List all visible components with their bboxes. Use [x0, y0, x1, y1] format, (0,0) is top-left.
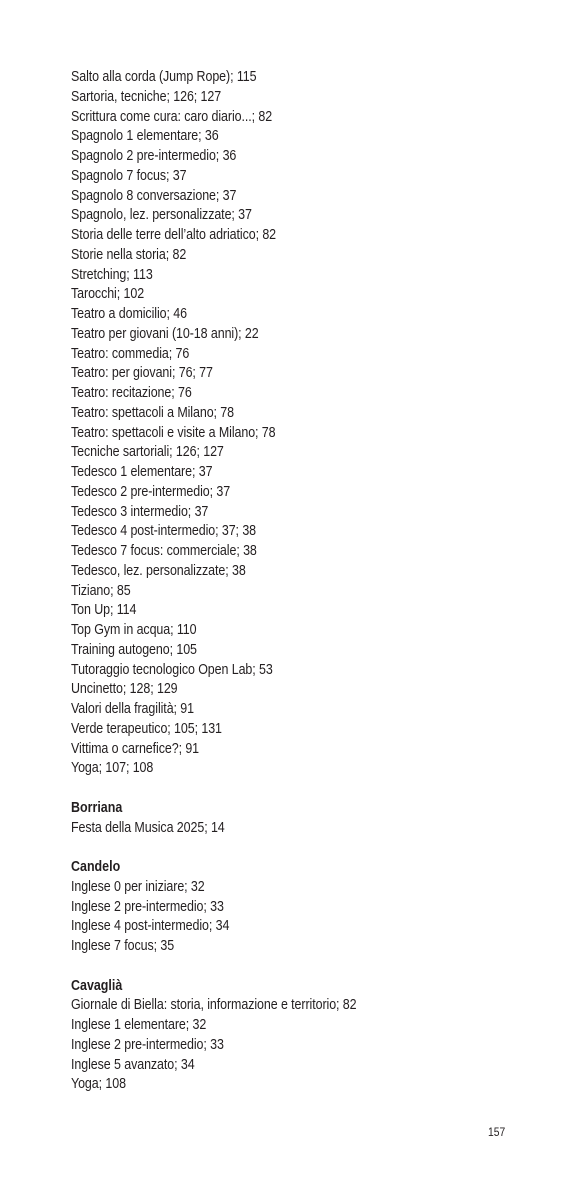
index-sections — [71, 799, 551, 1095]
index-entry: Tutoraggio tecnologico Open Lab; 53 — [71, 661, 273, 678]
index-entry: Valori della fragilità; 91 — [71, 701, 195, 717]
index-entry: Stretching; 113 — [71, 266, 153, 283]
index-entry: Sartoria, tecniche; 126; 127 — [71, 88, 222, 105]
section-heading: Borriana — [71, 799, 123, 816]
section-heading: Candelo — [71, 859, 121, 875]
index-entry: Tecniche sartoriali; 126; 127 — [71, 444, 224, 461]
index-entry: Uncinetto; 128; 129 — [71, 681, 178, 698]
index-entry: Spagnolo 1 elementare; 36 — [71, 128, 219, 145]
index-entry: Inglese 5 avanzato; 34 — [71, 1056, 195, 1073]
index-entry: Scrittura come cura: caro diario...; 82 — [71, 108, 273, 125]
index-entry: Inglese 1 elementare; 32 — [71, 1017, 207, 1033]
page-number: 157 — [488, 1125, 506, 1139]
index-entry: Teatro per giovani (10-18 anni); 22 — [71, 325, 259, 342]
index-entry: Spagnolo, lez. personalizzate; 37 — [71, 207, 252, 224]
index-entry: Inglese 0 per iniziare; 32 — [71, 878, 205, 895]
index-entry: Ton Up; 114 — [71, 602, 137, 619]
index-entry: Teatro: spettacoli a Milano; 78 — [71, 404, 235, 421]
index-entry: Tarocchi; 102 — [71, 286, 145, 303]
index-entry: Festa della Musica 2025; 14 — [71, 819, 225, 836]
index-entry: Spagnolo 7 focus; 37 — [71, 167, 187, 184]
index-entry: Tedesco 2 pre-intermedio; 37 — [71, 483, 231, 500]
index-entry: Tiziano; 85 — [71, 582, 131, 599]
index-entry: Spagnolo 8 conversazione; 37 — [71, 187, 237, 204]
index-entry: Verde terapeutico; 105; 131 — [71, 720, 222, 737]
index-entry: Inglese 2 pre-intermedio; 33 — [71, 898, 224, 915]
index-entry: Tedesco 3 intermedio; 37 — [71, 503, 209, 520]
index-entry: Storie nella storia; 82 — [71, 246, 187, 263]
index-entry: Tedesco 7 focus: commerciale; 38 — [71, 543, 257, 559]
index-entry: Salto alla corda (Jump Rope); 115 — [71, 69, 257, 85]
index-entry: Teatro: spettacoli e visite a Milano; 78 — [71, 424, 276, 441]
index-entry: Teatro a domicilio; 46 — [71, 306, 187, 322]
index-entry: Spagnolo 2 pre-intermedio; 36 — [71, 148, 237, 164]
index-entry: Giornale di Biella: storia, informazione e territorio; 82 — [71, 997, 357, 1014]
index-entry: Tedesco, lez. personalizzate; 38 — [71, 562, 246, 579]
index-entry: Inglese 4 post-intermedio; 34 — [71, 918, 230, 935]
index-entry: Yoga; 107; 108 — [71, 760, 154, 777]
index-entry: Training autogeno; 105 — [71, 641, 197, 658]
location-section — [71, 858, 551, 957]
index-list — [71, 68, 551, 779]
index-entry: Tedesco 1 elementare; 37 — [71, 464, 213, 480]
index-entry: Vittima o carnefice?; 91 — [71, 740, 200, 757]
index-entry: Top Gym in acqua; 110 — [71, 622, 197, 638]
index-entry: Teatro: recitazione; 76 — [71, 385, 192, 401]
index-entry: Teatro: per giovani; 76; 77 — [71, 365, 213, 382]
index-entry: Storia delle terre dell’alto adriatico; 82 — [71, 227, 277, 243]
index-entry: Inglese 2 pre-intermedio; 33 — [71, 1036, 224, 1053]
section-heading: Cavaglià — [71, 977, 123, 994]
index-content — [71, 68, 551, 1095]
location-section — [71, 977, 551, 1096]
index-entry: Inglese 7 focus; 35 — [71, 938, 175, 954]
index-entry: Tedesco 4 post-intermedio; 37; 38 — [71, 523, 257, 540]
location-section — [71, 799, 551, 839]
index-entry: Teatro: commedia; 76 — [71, 345, 190, 362]
index-entry: Yoga; 108 — [71, 1076, 126, 1093]
